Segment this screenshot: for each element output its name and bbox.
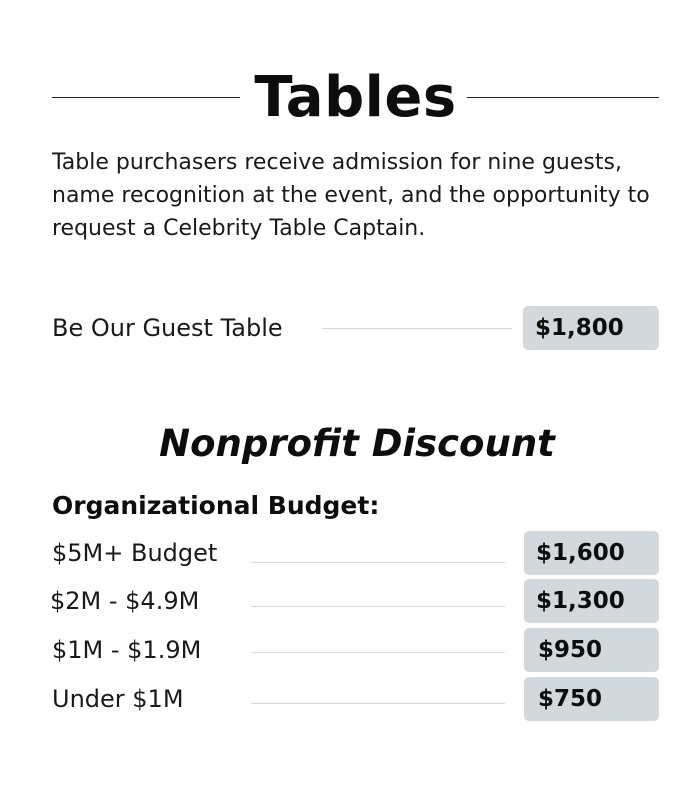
tier-label: $1M - $1.9M xyxy=(52,636,202,664)
guest-table-label: Be Our Guest Table xyxy=(52,314,283,342)
tier-row xyxy=(52,531,659,575)
leader-line xyxy=(251,606,505,607)
intro-paragraph: Table purchasers receive admission for nine guests, name recognition at the event, and the opportunity to request a Celebrity Table Captain. xyxy=(52,150,650,241)
title-row xyxy=(52,62,659,134)
tier-price-box xyxy=(524,628,659,672)
title-rule-right xyxy=(467,97,659,98)
guest-table-price: $1,800 xyxy=(535,315,624,341)
tier-price-box xyxy=(524,579,659,623)
tier-row xyxy=(52,628,659,672)
guest-table-price-box xyxy=(523,306,659,350)
nonprofit-heading: Nonprofit Discount xyxy=(159,422,555,465)
tier-price: $950 xyxy=(538,637,603,663)
leader-line xyxy=(251,703,505,704)
tier-price: $750 xyxy=(538,686,603,712)
tier-price: $1,300 xyxy=(536,588,625,614)
tier-label: $5M+ Budget xyxy=(52,539,218,567)
tier-row xyxy=(52,677,659,721)
page-title: Tables xyxy=(254,65,457,130)
leader-line xyxy=(322,328,512,329)
guest-table-row xyxy=(52,306,659,350)
tier-label: $2M - $4.9M xyxy=(50,587,200,615)
leader-line xyxy=(251,562,505,563)
tier-label: Under $1M xyxy=(52,685,184,713)
tier-row xyxy=(52,579,659,623)
tier-price-box xyxy=(524,677,659,721)
budget-subheading: Organizational Budget: xyxy=(52,491,380,520)
leader-line xyxy=(251,652,505,653)
tier-price-box xyxy=(524,531,659,575)
tier-price: $1,600 xyxy=(536,540,625,566)
